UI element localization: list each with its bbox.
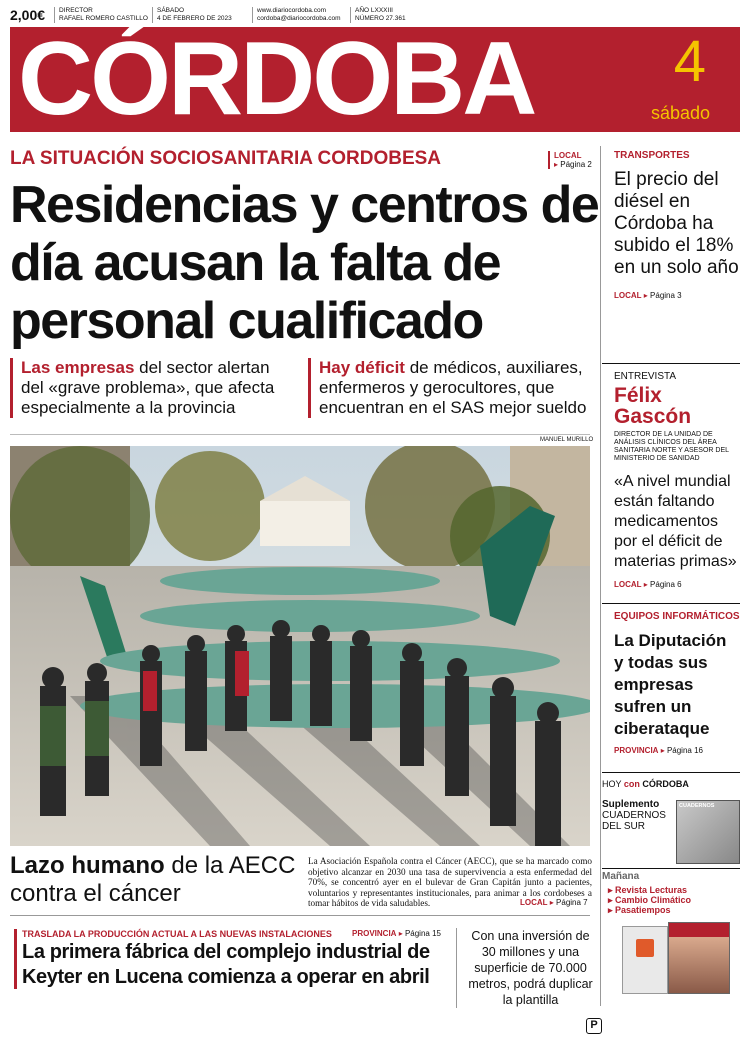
day-number: 4 (673, 29, 706, 94)
tomorrow-item[interactable]: ▸ Cambio Climático (608, 895, 692, 905)
supplement-title: Suplemento (602, 799, 660, 810)
newspaper-logo: CÓRDOBA (18, 21, 535, 137)
story1-page: Página 3 (650, 291, 682, 300)
arrow-icon: ▸ (554, 160, 561, 169)
supplement-label-con: con (623, 779, 643, 789)
lead-deck-1 (10, 358, 290, 418)
divider (602, 772, 740, 773)
photo-section: LOCAL (520, 898, 548, 907)
magazine-thumbnail-lecturas[interactable] (668, 922, 730, 994)
lead-page-ref[interactable] (548, 151, 592, 169)
supplement-label-brand: CÓRDOBA (642, 779, 689, 789)
bottom-page: Página 15 (404, 929, 441, 938)
divider (10, 434, 590, 435)
parking-icon: P (586, 1018, 602, 1034)
story3-section: PROVINCIA (614, 746, 659, 755)
arrow-icon: ▸ (660, 746, 667, 755)
right-story-transportes[interactable] (602, 150, 740, 300)
tomorrow-block (602, 871, 740, 915)
story1-body: El precio del diésel en Córdoba ha subido el 18% en un solo año (614, 169, 739, 278)
story3-page-ref (614, 746, 740, 755)
masthead (10, 21, 740, 137)
photo-title-bold: Lazo humano (10, 852, 165, 879)
tomorrow-list (602, 885, 740, 915)
story3-page: Página 16 (666, 746, 703, 755)
divider (602, 868, 740, 869)
tomorrow-item[interactable]: ▸ Pasatiempos (608, 905, 671, 915)
year-label: AÑO LXXXIII (355, 7, 393, 14)
bottom-kicker (22, 929, 332, 939)
photo-page-ref[interactable] (520, 898, 588, 907)
tomorrow-item[interactable]: ▸ Revista Lecturas (608, 885, 688, 895)
lead-headline[interactable]: Residencias y centros de día acusan la falta de personal cualificado (10, 176, 599, 350)
story2-name: Félix Gascón (614, 384, 692, 428)
lead-deck-2 (308, 358, 592, 418)
bottom-accent-bar (14, 929, 17, 989)
photo-page: Página 7 (556, 898, 588, 907)
story1-section: LOCAL (614, 291, 642, 300)
divider (602, 363, 740, 364)
supplement-cover-thumbnail[interactable] (676, 800, 740, 864)
column-divider (600, 146, 601, 1006)
supplement-name: CUADERNOS DEL SUR (602, 810, 666, 832)
deck2-text: de médicos, auxiliares, enfermeros y gerocultores, que encuentran en el SAS mejor sueldo (319, 358, 587, 417)
bottom-headline[interactable]: La primera fábrica del complejo industrial de Keyter en Lucena comienza a operar en abril (22, 941, 430, 988)
supplement-thumb-text: CUADERNOS (679, 803, 715, 809)
deck2-bold: Hay déficit (319, 358, 405, 377)
deck1-bold: Las empresas (21, 358, 135, 377)
photo-illustration (10, 446, 590, 846)
divider (10, 915, 590, 916)
story2-section: LOCAL (614, 580, 642, 589)
supplement-label (602, 779, 740, 789)
lead-kicker: LA SITUACIÓN SOCIOSANITARIA CORDOBESA (10, 148, 442, 169)
story2-quote: «A nivel mundial están faltando medicamentos por el déficit de materias primas» (614, 473, 737, 570)
website-link[interactable]: www.diariocordoba.com (257, 7, 327, 14)
cover-price: 2,00€ (10, 7, 46, 23)
story1-page-ref (602, 291, 740, 300)
issue-number: NÚMERO 27.361 (355, 15, 406, 22)
magazine-logo-icon (636, 939, 654, 957)
photo-credit: MANUEL MURILLO (540, 437, 594, 443)
arrow-icon: ▸ (398, 929, 405, 938)
right-story-equipos[interactable] (602, 611, 740, 755)
email-link[interactable]: cordoba@diariocordoba.com (257, 15, 341, 22)
magazine-thumbnail-pasatiempos[interactable] (622, 926, 668, 994)
deck1-text: del sector alertan del «grave problema», que afecta especialmente a la provincia (21, 358, 275, 417)
story2-page-ref (614, 580, 740, 589)
photo-story-text: La Asociación Española contra el Cáncer (AECC), que se ha marcado como objetivo alcanzar en 2030 una tasa de supervivencia a esta enfermedad del 70%, se concentró ayer en el bulevar de Gran Capitán junto a pacientes, voluntarios y representantes institucionales, para animar a los cordobeses a tomar hábitos de vida saludables. (308, 856, 592, 909)
bottom-kicker-text: TRASLADA LA PRODUCCIÓN ACTUAL A LAS NUEVAS INSTALACIONES (22, 929, 332, 939)
date: 4 DE FEBRERO DE 2023 (157, 15, 232, 22)
director-name: RAFAEL ROMERO CASTILLO (59, 15, 148, 22)
photo-title-rest: de la AECC contra el cáncer (10, 852, 296, 907)
tomorrow-label: Mañana (602, 871, 640, 882)
lead-page: Página 2 (560, 160, 592, 169)
story2-page: Página 6 (650, 580, 682, 589)
arrow-icon: ▸ (643, 580, 651, 589)
story3-body: La Diputación y todas sus empresas sufren un ciberataque (614, 631, 727, 738)
story3-tag: EQUIPOS INFORMÁTICOS (614, 611, 740, 622)
story1-tag: TRANSPORTES (614, 150, 690, 161)
director-label: DIRECTOR (59, 7, 93, 14)
lead-section: LOCAL (554, 151, 582, 160)
right-story-entrevista[interactable] (602, 371, 740, 589)
arrow-icon: ▸ (643, 291, 651, 300)
photo-story-title[interactable] (10, 852, 300, 908)
supplement-label-pre: HOY (602, 779, 624, 789)
story2-role: DIRECTOR DE LA UNIDAD DE ANÁLISIS CLÍNICOS DEL ÁREA SANITARIA NORTE Y ASESOR DEL MINISTERIO DE SANIDAD (614, 431, 729, 462)
bottom-page-ref[interactable] (352, 929, 441, 938)
weekday: SÁBADO (157, 7, 185, 14)
bottom-side-text: Con una inversión de 30 millones y una superficie de 70.000 metros, podrá duplicar la plantilla (456, 928, 596, 1008)
story2-tag: ENTREVISTA (614, 371, 677, 382)
bottom-section: PROVINCIA (352, 929, 397, 938)
day-name: sábado (650, 103, 710, 123)
divider (602, 603, 740, 604)
arrow-icon: ▸ (549, 898, 557, 907)
lead-photo[interactable] (10, 446, 590, 846)
